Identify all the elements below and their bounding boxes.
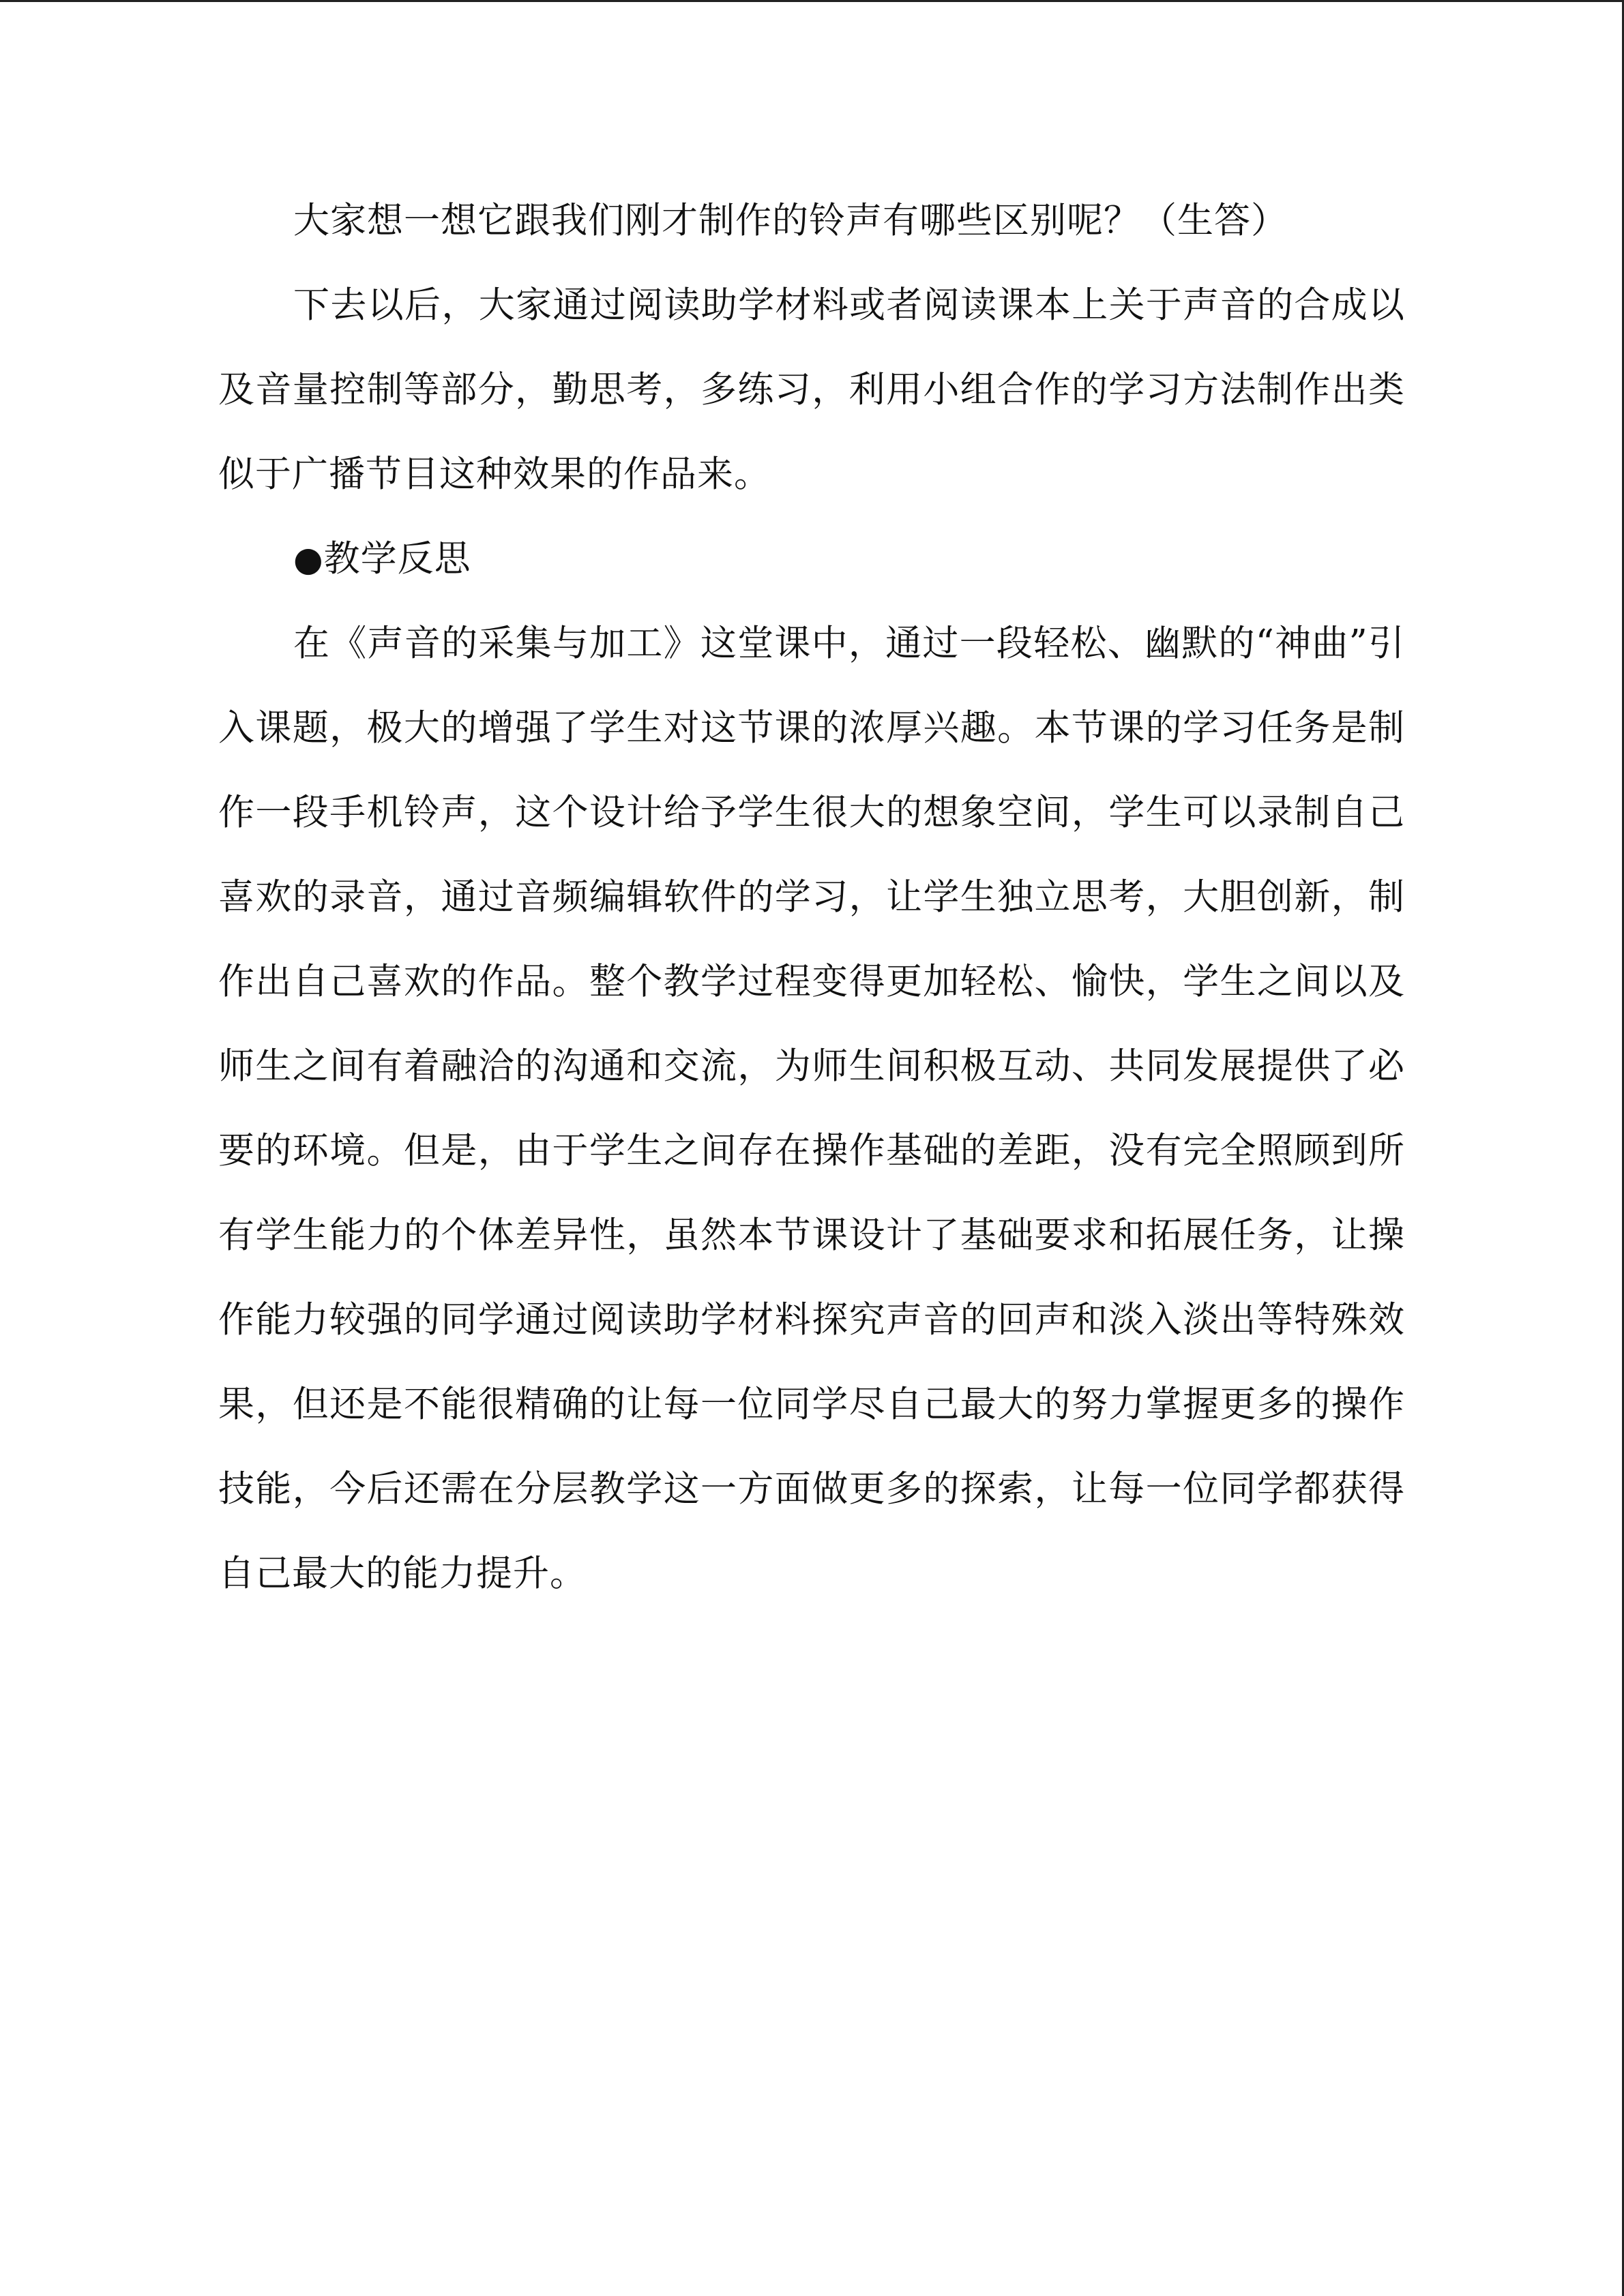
paragraph-question: 大家想一想它跟我们刚才制作的铃声有哪些区别呢？（生答） (293, 200, 1288, 241)
paragraph-reflection: 在《声音的采集与加工》这堂课中，通过一段轻松、幽默的“神曲”引入课题，极大的增强了学生对这节课的浓厚兴趣。本节课的学习任务是制作一段手机铃声，这个设计给予学生很大的想象空间，学生可以录制自己喜欢的录音，通过音频编辑软件的学习，让学生独立思考，大胆创新，制作出自己喜欢的作品。整个教学过程变得更加轻松、愉快，学生之间以及师生之间有着融洽的沟通和交流，为师生间积极互动、共同发展提供了必要的环境。但是，由于学生之间存在操作基础的差距，没有完全照顾到所有学生能力的个体差异性，虽然本节课设计了基础要求和拓展任务，让操作能力较强的同学通过阅读助学材料探究声音的回声和淡入淡出等特殊效果，但还是不能很精确的让每一位同学尽自己最大的努力掌握更多的操作技能，今后还需在分层教学这一方面做更多的探索，让每一位同学都获得自己最大的能力提升。 (218, 623, 1405, 1594)
section-heading-text: 教学反思 (323, 538, 471, 580)
paragraph-assignment: 下去以后，大家通过阅读助学材料或者阅读课本上关于声音的合成以及音量控制等部分，勤思考，多练习，利用小组合作的学习方法制作出类似于广播节目这种效果的作品来。 (218, 284, 1405, 495)
section-heading (218, 517, 1405, 601)
bullet-icon: ● (293, 539, 324, 579)
document-body (218, 179, 1405, 1616)
